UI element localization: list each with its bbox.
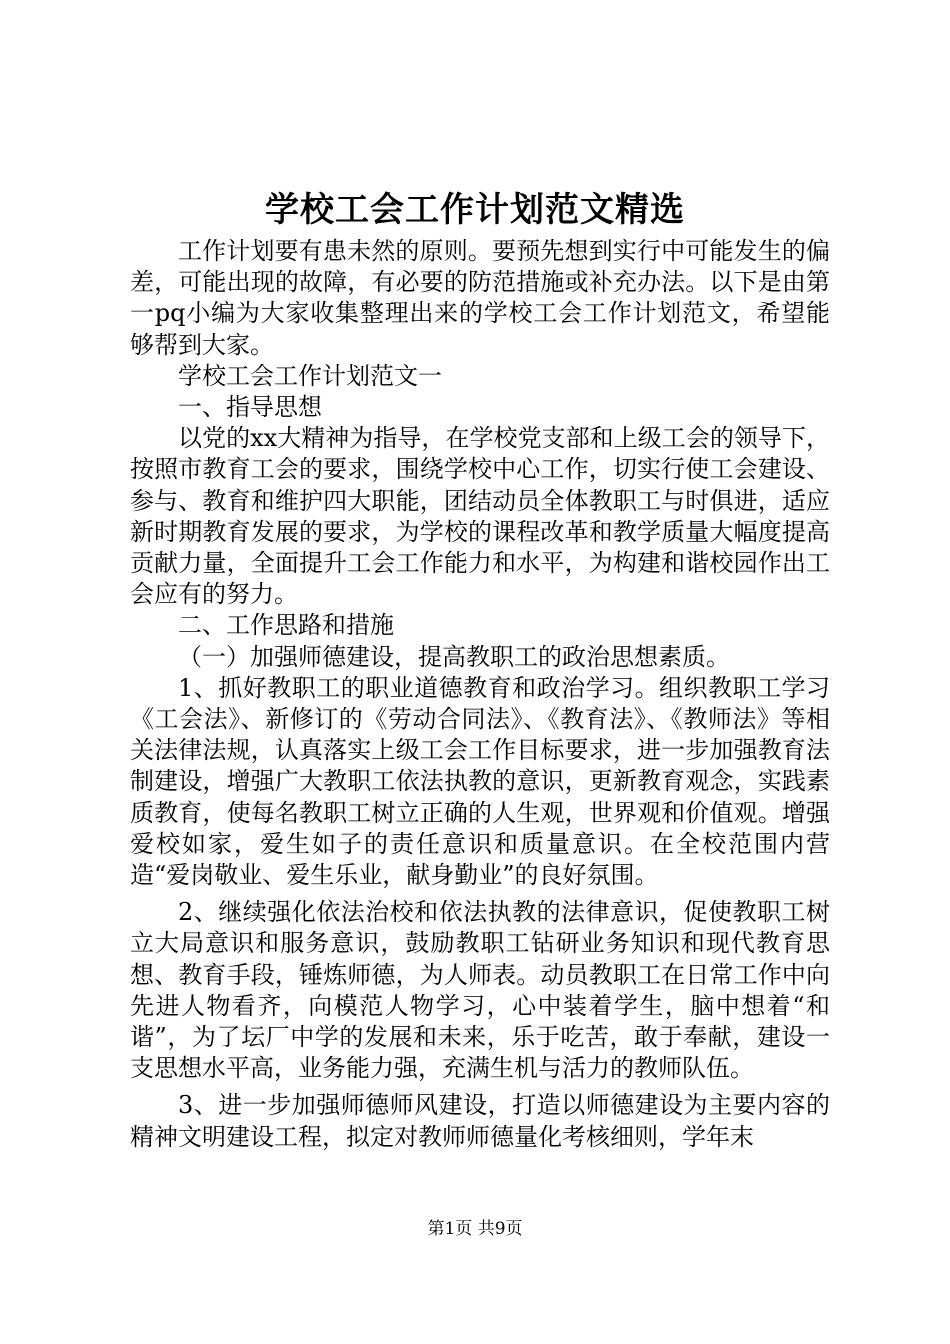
- heading-guiding-ideology: 一、指导思想: [178, 393, 322, 422]
- intro-paragraph: 工作计划要有患未然的原则。要预先想到实行中可能发生的偏差，可能出现的故障，有必要的防范措施或补充办法。以下是由第一pq小编为大家收集整理出来的学校工会工作计划范文，希望能够帮到大家。: [130, 237, 830, 359]
- document-body: [130, 236, 830, 1153]
- item-1-paragraph: 1、抓好教职工的职业道德教育和政治学习。组织教职工学习《工会法》、新修订的《劳动合同法》、《教育法》、《教师法》等相关法律法规，认真落实上级工会工作目标要求，进一步加强教育法制建设，增强广大教职工依法执教的意识，更新教育观念，实践素质教育，使每名教职工树立正确的人生观，世界观和价值观。增强爱校如家，爱生如子的责任意识和质量意识。在全校范围内营造“爱岗敬业、爱生乐业，献身勤业”的良好氛围。: [130, 673, 830, 890]
- page-footer: 第1页 共9页: [427, 1219, 523, 1239]
- guiding-ideology-paragraph: 以党的xx大精神为指导，在学校党支部和上级工会的领导下，按照市教育工会的要求，围绕学校中心工作，切实行使工会建设、参与、教育和维护四大职能，团结动员全体教职工与时俱进，适应新时期教育发展的要求，为学校的课程改革和教学质量大幅度提高贡献力量，全面提升工会工作能力和水平，为构建和谐校园作出工会应有的努力。: [130, 424, 830, 609]
- item-3-paragraph: 3、进一步加强师德师风建设，打造以师德建设为主要内容的精神文明建设工程，拟定对教师师德量化考核细则，学年末: [130, 1091, 830, 1151]
- subheading-ethics-construction: （一）加强师德建设，提高教职工的政治思想素质。: [178, 642, 730, 671]
- document-title: 学校工会工作计划范文精选: [265, 190, 685, 230]
- heading-work-approach: 二、工作思路和措施: [178, 611, 394, 640]
- section-heading-sample-one: 学校工会工作计划范文一: [178, 361, 442, 390]
- item-2-paragraph: 2、继续强化依法治校和依法执教的法律意识，促使教职工树立大局意识和服务意识，鼓励教职工钻研业务知识和现代教育思想、教育手段，锤炼师德，为人师表。动员教职工在日常工作中向先进人物看齐，向模范人物学习，心中装着学生，脑中想着“和谐”，为了坛厂中学的发展和未来，乐于吃苦，敢于奉献，建设一支思想水平高，业务能力强，充满生机与活力的教师队伍。: [130, 898, 830, 1083]
